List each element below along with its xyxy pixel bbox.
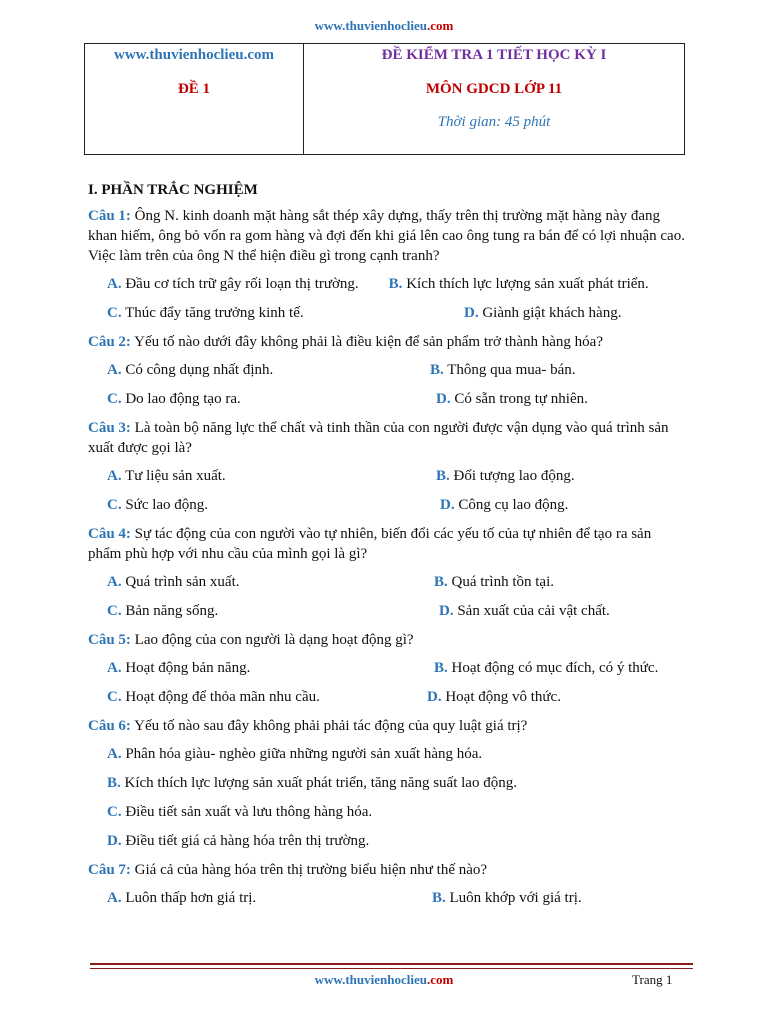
footer-rule-thin <box>90 968 693 969</box>
question-5-options-ab <box>88 658 688 678</box>
option-d-wrap <box>464 303 621 323</box>
question-text: Lao động của con người là dạng hoạt động gì? <box>130 632 414 648</box>
question-2-options-cd <box>88 389 688 409</box>
question-label: Câu 7: <box>88 862 131 878</box>
option-b: Kích thích lực lượng sản xuất phát triển, tăng năng suất lao động. <box>124 775 517 791</box>
option-b-wrap <box>430 360 576 380</box>
option-a-wrap <box>107 572 239 592</box>
question-2-options-ab <box>88 360 688 380</box>
option-letter: D. <box>107 833 122 849</box>
header-left-cell <box>85 44 304 155</box>
option-c-wrap <box>107 389 241 409</box>
option-letter: C. <box>107 391 122 407</box>
option-a: Có công dụng nhất định. <box>125 362 274 378</box>
option-a: Phân hóa giàu- nghèo giữa những người sản xuất hàng hóa. <box>125 746 483 762</box>
option-a-wrap <box>107 466 226 486</box>
option-letter: A. <box>107 468 122 484</box>
option-letter: A. <box>107 362 122 378</box>
question-3-options-cd <box>88 495 688 515</box>
page-number: Trang 1 <box>632 972 673 987</box>
option-letter: A. <box>107 746 122 762</box>
question-text: Ông N. kinh doanh mặt hàng sắt thép xây dựng, thấy trên thị trường mặt hàng này đang khan hiếm, ông bỏ vốn ra gom hàng và đợi đến khi giá lên cao ông tung ra bán để có lợi nhuận cao. Việc làm trên của ông N thể hiện điều gì trong cạnh tranh? <box>88 208 685 264</box>
option-a-wrap <box>107 888 256 908</box>
option-letter: D. <box>440 497 455 513</box>
question-text: Yếu tố nào sau đây không phải phải tác động của quy luật giá trị? <box>130 718 528 734</box>
option-c-wrap <box>107 687 320 707</box>
option-d: Điều tiết giá cả hàng hóa trên thị trường. <box>125 833 370 849</box>
question-text: Sự tác động của con người vào tự nhiên, biến đổi các yếu tố của tự nhiên để tạo ra sản phẩm phù hợp với nhu cầu của mình gọi là gì? <box>88 526 652 562</box>
option-b: Luôn khớp với giá trị. <box>449 890 582 906</box>
option-b-wrap <box>434 658 658 678</box>
option-letter: B. <box>434 574 448 590</box>
option-letter: D. <box>436 391 451 407</box>
option-b: Hoạt động có mục đích, có ý thức. <box>451 660 659 676</box>
option-d: Có sẵn trong tự nhiên. <box>454 391 588 407</box>
question-1 <box>88 206 688 266</box>
question-6-option-d <box>107 831 688 851</box>
question-5 <box>88 630 688 650</box>
option-a-wrap <box>107 360 273 380</box>
question-1-options-ab <box>88 274 688 294</box>
question-5-options-cd <box>88 687 688 707</box>
question-6-option-a <box>107 744 688 764</box>
question-label: Câu 3: <box>88 420 131 436</box>
option-b: Đối tượng lao động. <box>453 468 575 484</box>
question-label: Câu 2: <box>88 334 131 350</box>
option-a: Đầu cơ tích trữ gây rối loạn thị trường. <box>125 276 359 292</box>
option-letter: A. <box>107 574 122 590</box>
option-a: Hoạt động bản năng. <box>125 660 251 676</box>
option-a: Tư liệu sản xuất. <box>125 468 226 484</box>
question-6-option-c <box>107 802 688 822</box>
option-d: Giành giật khách hàng. <box>482 305 622 321</box>
option-letter: B. <box>432 890 446 906</box>
option-letter: A. <box>107 276 122 292</box>
option-c: Bản năng sống. <box>125 603 219 619</box>
option-letter: C. <box>107 804 122 820</box>
header-right-cell <box>304 44 685 155</box>
question-text: Giá cả của hàng hóa trên thị trường biểu hiện như thế nào? <box>130 862 488 878</box>
option-d-wrap <box>427 687 561 707</box>
option-letter: D. <box>439 603 454 619</box>
option-letter: B. <box>430 362 444 378</box>
exam-content <box>88 180 688 917</box>
option-d: Công cụ lao động. <box>458 497 569 513</box>
option-a: Quá trình sản xuất. <box>125 574 240 590</box>
option-b-wrap <box>434 572 554 592</box>
question-label: Câu 5: <box>88 632 131 648</box>
option-b: Quá trình tồn tại. <box>451 574 554 590</box>
exam-code: ĐỀ 1 <box>177 81 211 97</box>
header-site-url[interactable]: www.thuvienhoclieu.com <box>314 18 454 33</box>
question-4 <box>88 524 688 564</box>
option-c: Thúc đẩy tăng trưởng kinh tế. <box>125 305 304 321</box>
option-letter: B. <box>434 660 448 676</box>
question-label: Câu 4: <box>88 526 131 542</box>
option-letter: C. <box>107 497 122 513</box>
option-d: Hoạt động vô thức. <box>445 689 561 705</box>
option-letter: B. <box>107 775 121 791</box>
option-letter: C. <box>107 603 122 619</box>
option-b: Thông qua mua- bán. <box>447 362 576 378</box>
option-d: Sản xuất của cải vật chất. <box>457 603 610 619</box>
option-a: Luôn thấp hơn giá trị. <box>125 890 257 906</box>
option-d-wrap <box>436 389 588 409</box>
footer-site-url[interactable]: www.thuvienhoclieu.com <box>314 972 454 987</box>
question-2 <box>88 332 688 352</box>
exam-title: ĐỀ KIỂM TRA 1 TIẾT HỌC KỲ I <box>381 47 607 63</box>
exam-duration: Thời gian: 45 phút <box>437 114 551 130</box>
option-c: Sức lao động. <box>125 497 209 513</box>
option-letter: D. <box>427 689 442 705</box>
question-3 <box>88 418 688 458</box>
question-label: Câu 6: <box>88 718 131 734</box>
option-c: Điều tiết sản xuất và lưu thông hàng hóa. <box>125 804 373 820</box>
option-b-wrap <box>436 466 575 486</box>
option-a-wrap <box>107 658 250 678</box>
question-text: Yếu tố nào dưới đây không phải là điều kiện để sản phẩm trở thành hàng hóa? <box>130 334 603 350</box>
question-3-options-ab <box>88 466 688 486</box>
footer-rule-thick <box>90 963 693 965</box>
header-left-site[interactable]: www.thuvienhoclieu.com <box>113 47 274 63</box>
option-c-wrap <box>107 303 304 323</box>
option-c: Hoạt động để thỏa mãn nhu cầu. <box>125 689 320 705</box>
exam-subject: MÔN GDCD LỚP 11 <box>425 81 563 97</box>
option-b: Kích thích lực lượng sản xuất phát triển. <box>406 276 649 292</box>
option-letter: C. <box>107 689 122 705</box>
question-6 <box>88 716 688 736</box>
option-b-wrap <box>432 888 582 908</box>
question-7 <box>88 860 688 880</box>
option-letter: A. <box>107 890 122 906</box>
option-letter: D. <box>464 305 479 321</box>
option-d-wrap <box>440 495 568 515</box>
question-text: Là toàn bộ năng lực thể chất và tinh thần của con người được vận dụng vào quá trình sản xuất được gọi là? <box>88 420 669 456</box>
option-c-wrap <box>107 601 218 621</box>
exam-header-table <box>84 43 685 155</box>
option-letter: A. <box>107 660 122 676</box>
question-4-options-ab <box>88 572 688 592</box>
question-6-option-b <box>107 773 688 793</box>
option-letter: B. <box>436 468 450 484</box>
option-letter: B. <box>388 276 403 292</box>
question-4-options-cd <box>88 601 688 621</box>
section-title: I. PHẦN TRẮC NGHIỆM <box>88 182 258 198</box>
question-label: Câu 1: <box>88 208 131 224</box>
option-c-wrap <box>107 495 208 515</box>
option-letter: C. <box>107 305 122 321</box>
question-1-options-cd <box>88 303 688 323</box>
option-c: Do lao động tạo ra. <box>125 391 241 407</box>
question-7-options-ab <box>88 888 688 908</box>
option-d-wrap <box>439 601 610 621</box>
